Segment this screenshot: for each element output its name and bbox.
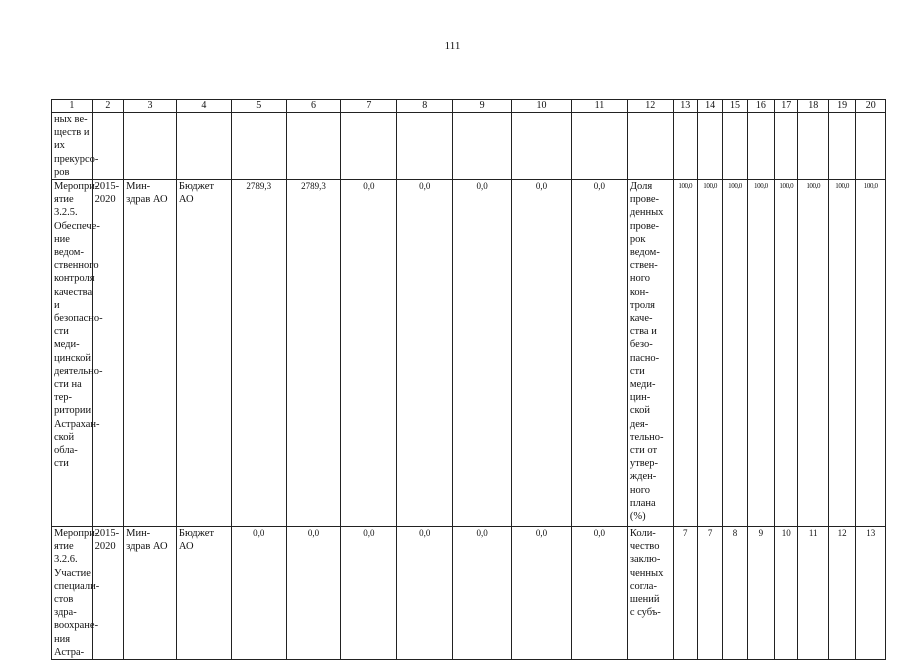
indicator-value-cell: 100,0 bbox=[697, 180, 722, 527]
amount-cell: 0,0 bbox=[453, 180, 512, 527]
header-cell: 20 bbox=[856, 100, 886, 113]
table-cell bbox=[231, 113, 286, 180]
header-cell: 11 bbox=[572, 100, 628, 113]
indicator-value-cell: 12 bbox=[828, 527, 855, 660]
amount-cell: 0,0 bbox=[231, 527, 286, 660]
table-cell bbox=[397, 113, 453, 180]
amount-cell: 0,0 bbox=[512, 180, 572, 527]
table-row bbox=[52, 180, 886, 527]
header-cell: 14 bbox=[697, 100, 722, 113]
funding-source-cell: Бюджет АО bbox=[176, 527, 231, 660]
table-cell bbox=[341, 113, 397, 180]
header-cell: 8 bbox=[397, 100, 453, 113]
table-cell bbox=[92, 113, 123, 180]
table-cell bbox=[176, 113, 231, 180]
table-cell bbox=[856, 113, 886, 180]
table-cell bbox=[512, 113, 572, 180]
header-cell: 17 bbox=[775, 100, 798, 113]
table-cell bbox=[572, 113, 628, 180]
indicator-value-cell: 11 bbox=[798, 527, 828, 660]
indicator-value-cell: 13 bbox=[856, 527, 886, 660]
page-number: 111 bbox=[444, 40, 461, 52]
table-cell bbox=[124, 113, 177, 180]
amount-cell: 0,0 bbox=[286, 527, 341, 660]
table-cell bbox=[697, 113, 722, 180]
amount-cell: 2789,3 bbox=[231, 180, 286, 527]
header-row bbox=[52, 100, 886, 113]
header-cell: 19 bbox=[828, 100, 855, 113]
indicator-value-cell: 100,0 bbox=[828, 180, 855, 527]
table-row bbox=[52, 527, 886, 660]
amount-cell: 0,0 bbox=[397, 527, 453, 660]
activity-name-cell: Меропри- ятие 3.2.6. Участие специали- стов здра- воохране- ния Астра- bbox=[52, 527, 93, 660]
amount-cell: 0,0 bbox=[512, 527, 572, 660]
table-row bbox=[52, 113, 886, 180]
indicator-value-cell: 100,0 bbox=[798, 180, 828, 527]
indicator-value-cell: 7 bbox=[673, 527, 697, 660]
program-table bbox=[51, 99, 886, 660]
header-cell: 6 bbox=[286, 100, 341, 113]
amount-cell: 0,0 bbox=[453, 527, 512, 660]
period-cell: 2015- 2020 bbox=[92, 180, 123, 527]
header-cell: 13 bbox=[673, 100, 697, 113]
indicator-value-cell: 10 bbox=[775, 527, 798, 660]
table-cell bbox=[453, 113, 512, 180]
header-cell: 9 bbox=[453, 100, 512, 113]
amount-cell: 2789,3 bbox=[286, 180, 341, 527]
header-cell: 7 bbox=[341, 100, 397, 113]
indicator-value-cell: 100,0 bbox=[747, 180, 774, 527]
table-cell bbox=[286, 113, 341, 180]
activity-name-cell: ных ве- ществ и их прекурсо- ров bbox=[52, 113, 93, 180]
executor-cell: Мин- здрав АО bbox=[124, 527, 177, 660]
header-cell: 2 bbox=[92, 100, 123, 113]
header-cell: 4 bbox=[176, 100, 231, 113]
table-cell bbox=[673, 113, 697, 180]
header-cell: 15 bbox=[723, 100, 747, 113]
amount-cell: 0,0 bbox=[397, 180, 453, 527]
indicator-value-cell: 8 bbox=[723, 527, 747, 660]
indicator-value-cell: 100,0 bbox=[856, 180, 886, 527]
table-cell bbox=[775, 113, 798, 180]
table-cell bbox=[828, 113, 855, 180]
amount-cell: 0,0 bbox=[572, 180, 628, 527]
funding-source-cell: Бюджет АО bbox=[176, 180, 231, 527]
header-cell: 10 bbox=[512, 100, 572, 113]
table-cell bbox=[747, 113, 774, 180]
header-cell: 16 bbox=[747, 100, 774, 113]
header-cell: 18 bbox=[798, 100, 828, 113]
activity-name-cell: Меропри- ятие 3.2.5. Обеспече- ние ведом- ственного контроля качества и безопасно- сти меди- цинской деятельно- сти на тер- ритории Астрахан- ской обла- сти bbox=[52, 180, 93, 527]
header-cell: 5 bbox=[231, 100, 286, 113]
indicator-value-cell: 100,0 bbox=[673, 180, 697, 527]
indicator-cell: Доля прове- денных прове- рок ведом- ствен- ного кон- троля каче- ства и безо- пасно- сти меди- цин- ской дея- тельно- сти от утвер- жден- ного плана (%) bbox=[627, 180, 673, 527]
header-cell: 3 bbox=[124, 100, 177, 113]
amount-cell: 0,0 bbox=[572, 527, 628, 660]
table-cell bbox=[798, 113, 828, 180]
amount-cell: 0,0 bbox=[341, 180, 397, 527]
header-cell: 12 bbox=[627, 100, 673, 113]
executor-cell: Мин- здрав АО bbox=[124, 180, 177, 527]
amount-cell: 0,0 bbox=[341, 527, 397, 660]
indicator-value-cell: 100,0 bbox=[775, 180, 798, 527]
indicator-value-cell: 7 bbox=[697, 527, 722, 660]
table-cell bbox=[627, 113, 673, 180]
header-cell: 1 bbox=[52, 100, 93, 113]
indicator-cell: Коли- чество заклю- ченных согла- шений с субъ- bbox=[627, 527, 673, 660]
table-cell bbox=[723, 113, 747, 180]
indicator-value-cell: 100,0 bbox=[723, 180, 747, 527]
period-cell: 2015- 2020 bbox=[92, 527, 123, 660]
indicator-value-cell: 9 bbox=[747, 527, 774, 660]
